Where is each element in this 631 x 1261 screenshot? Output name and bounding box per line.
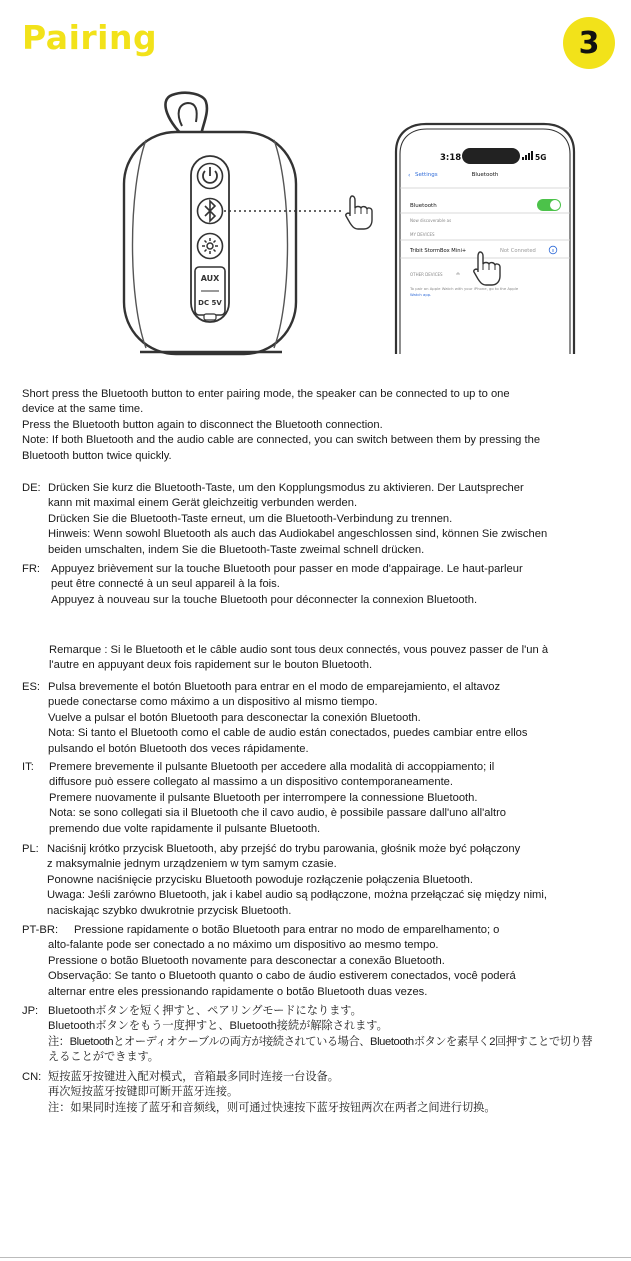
settings-back-link[interactable]: Settings [415,172,438,178]
dc-label: DC 5V [198,299,222,307]
dynamic-island [462,148,520,164]
other-devices-header: OTHER DEVICES [410,272,443,277]
bottom-divider [0,1257,631,1258]
aux-label: AUX [200,274,220,283]
back-chevron-icon[interactable]: ‹ [408,172,411,179]
page-title: Pairing [22,18,158,57]
pairing-illustration [0,80,631,370]
bluetooth-toggle-label: Bluetooth [410,203,437,209]
apple-watch-note: To pair an Apple Watch with your iPhone, go to the Apple [410,286,519,291]
svg-text:5G: 5G [535,153,547,162]
es-instructions: ES: Pulsa brevemente el botón Bluetooth para entrar en el modo de emparejamiento, el altavoz puede conectarse como máximo a un dispositivo al mismo tiempo. Vuelve a pulsar el botón Bluetooth para desconectar la conexión Bluetooth. Nota: Si tanto el Bluetooth como el cable de audio están conectados, puedes cambiar entre ellos pulsando el botón Bluetooth dos veces rápidamente. [22,681,528,755]
watch-app-link[interactable]: Watch app. [410,292,432,297]
device-name[interactable]: Tribit StormBox Mini+ [410,248,467,254]
power-button[interactable] [198,164,223,189]
fr-instructions: FR: Appuyez brièvement sur la touche Bluetooth pour passer en mode d'appairage. Le haut-parleur peut être connecté à un seul appareil à la fois. Appuyez à nouveau sur la touche Bluetooth pour déconnecter la connexion Bluetooth. [22,563,523,606]
de-instructions: DE: Drücken Sie kurz die Bluetooth-Taste, um den Kopplungsmodus zu aktivieren. Der Lautsprecher kann mit maximal einem Gerät gleichzeitig verbunden werden. Drücken Sie die Bluetooth-Taste erneut, um die Bluetooth-Verbindung zu trennen. Hinweis: Wenn sowohl Bluetooth als auch das Audiokabel angeschlossen sind, können Sie zwischen beiden umschalten, indem Sie die Bluetooth-Taste zweimal schnell drücken. [22,482,548,556]
english-instructions: Short press the Bluetooth button to enter pairing mode, the speaker can be connected to up to one device at the same time. Press the Bluetooth button again to disconnect the Bluetooth connection. Note: If both Bluetooth and the audio cable are connected, you can switch between them by pressing the Bluetooth button twice quickly. [22,388,541,462]
hand-pointer-icon [346,196,372,229]
discoverable-text: Now discoverable as [410,218,452,223]
light-button[interactable] [198,234,223,259]
jp-instructions: JP: Bluetoothボタンを短く押すと、ペアリングモードになります。 Bluetoothボタンをもう一度押すと、Bluetooth接続が解除されます。 注：Bluetoothとオーディオケーブルの両方が接続されている場合、Bluetoothボタンを素早く2回押すことで切り替 えることができます。 [22,1005,593,1064]
bluetooth-button[interactable] [198,199,223,224]
phone-time: 3:18 [440,153,462,163]
phone-screen-title: Bluetooth [471,172,499,178]
pl-instructions: PL: Naciśnij krótko przycisk Bluetooth, aby przejść do trybu parowania, głośnik może być połączony z maksymalnie jednym urządzeniem w tym samym czasie. Ponowne naciśnięcie przycisku Bluetooth powoduje rozłączenie połączenia Bluetooth. Uwaga: Jeśli zarówno Bluetooth, jak i kabel audio są podłączone, można przełączać się między nimi, naciskając szybko dwukrotnie przycisk Bluetooth. [22,843,547,917]
bluetooth-toggle[interactable] [537,199,561,211]
pt-br-instructions: PT-BR: Pressione rapidamente o botão Bluetooth para entrar no modo de emparelhamento; o alto-falante pode ser conectado a no máximo um dispositivo ao mesmo tempo. Pressione o botão Bluetooth novamente para desconectar a conexão Bluetooth. Observação: Se tanto o Bluetooth quanto o cabo de áudio estiverem conectados, você poderá alternar entre eles pressionando rapidamente o botão Bluetooth duas vezes. [22,924,516,998]
it-instructions: IT: Premere brevemente il pulsante Bluetooth per accedere alla modalità di accoppiamento; il diffusore può essere collegato al massimo a un dispositivo contemporaneamente. Premere nuovamente il pulsante Bluetooth per interrompere la connessione Bluetooth. Nota: se sono collegati sia il Bluetooth che il cavo audio, è possibile passare dall'uno all'altro premendo due volte rapidamente il pulsante Bluetooth. [22,761,507,835]
my-devices-header: MY DEVICES [410,232,435,237]
step-number-badge: 3 [563,17,615,69]
fr-remark: Remarque : Si le Bluetooth et le câble audio sont tous deux connectés, vous pouvez passer de l'un à l'autre en appuyant deux fois rapidement sur le bouton Bluetooth. [49,644,549,672]
cn-instructions: CN: 短按蓝牙按键进入配对模式，音箱最多同时连接一台设备。 再次短按蓝牙按键即可断开蓝牙连接。 注：如果同时连接了蓝牙和音频线，则可通过快速按下蓝牙按钮两次在两者之间进行切换。 [22,1071,496,1114]
device-status: Not Conneted [500,248,536,254]
phone-mockup [396,124,574,354]
